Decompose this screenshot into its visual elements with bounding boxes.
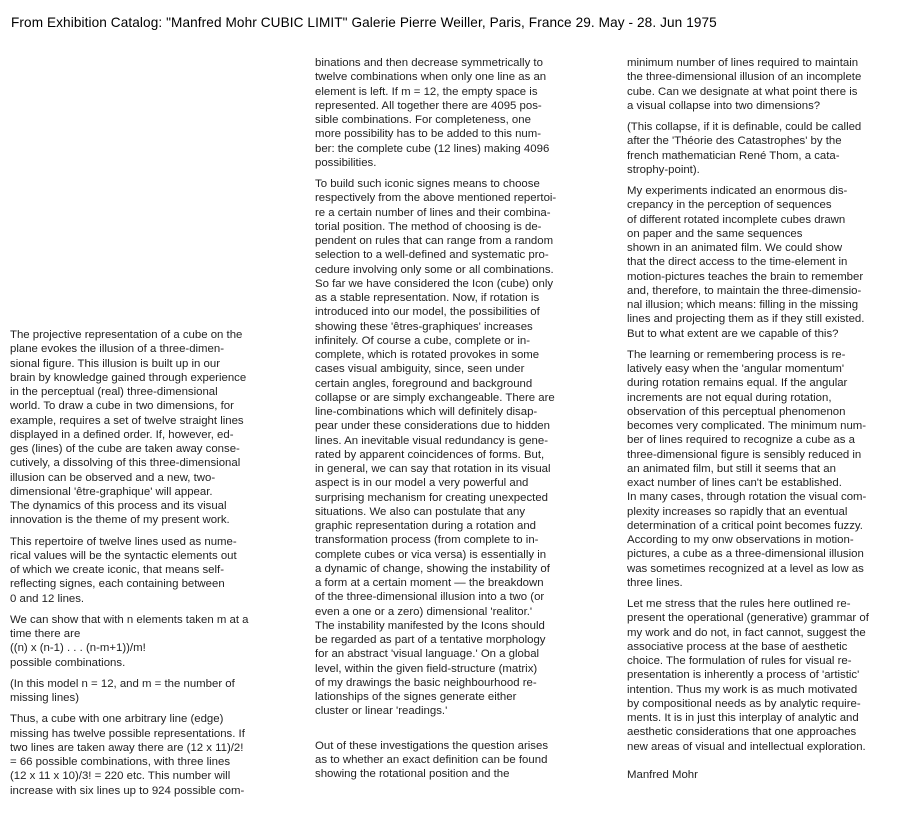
paragraph-missing-lines: Thus, a cube with one arbitrary line (edge) missing has twelve possible representations. If two lines are taken away there are (12 x 11)/2! = 66 possible combinations, with three lines (12 x 11 x 10)/3! = 220 etc. This number will increase with six lines up to 924 possible com-	[10, 713, 245, 797]
paragraph-combinations-formula: We can show that with n elements taken m at a time there are ((n) x (n-1) . . . (n-m+1))/m! possible combinations.	[10, 613, 249, 669]
paragraph-question: Out of these investigations the question arises as to whether an exact definition can be found showing the rotational position and the	[315, 739, 549, 780]
paragraph-cube-illusion: The projective representation of a cube on the plane evokes the illusion of a three-dimen- sional figure. This illusion is built up in our brain by knowledge gained through experience in the perceptual (real) three-dimensional world. To draw a cube in two dimensions, for example, requires a set of twelve straight lines displayed in a defined order. If, however, ed- ges (lines) of the cube are taken away conse- cutively, a dissolving of this three-dimensional illusion can be observed and a new, two- dimensional 'être-graphique' will appear. The dynamics of this process and its visual innovation is the theme of my present work.	[10, 329, 247, 527]
text-column-left	[10, 328, 292, 798]
text-column-middle	[315, 56, 601, 781]
paragraph-minimum-lines: minimum number of lines required to maintain the three-dimensional illusion of an incomplete cube. Can we designate at what point there is a visual collapse into two dimensions?	[627, 57, 862, 112]
paragraph-model-note: (In this model n = 12, and m = the number of missing lines)	[10, 677, 235, 704]
paragraph-experiments: My experiments indicated an enormous dis- crepancy in the perception of sequences of different rotated incomplete cubes drawn on paper and the same sequences shown in an animated film. We could show that the direct access to the time-element in motion-pictures teaches the brain to remember and, therefore, to maintain the three-dimensio- nal illusion; which means: filling in the missing lines and projecting them as if they still existed. But to what extent are we capable of this?	[627, 185, 865, 340]
paragraph-possibilities: binations and then decrease symmetrically to twelve combinations when only one line as an element is left. If m = 12, the empty space is represented. All together there are 4095 pos- sible combinations. For completeness, one more possibility has to be added to this num- ber: the complete cube (12 lines) making 4096 possibilities.	[315, 57, 550, 169]
paragraph-repertoire: This repertoire of twelve lines used as nume- rical values will be the syntactic elements out of which we create iconic, that means self- reflecting signes, each containing between 0 and 12 lines.	[10, 535, 237, 605]
paragraph-rules: Let me stress that the rules here outlined re- present the operational (generative) grammar of my work and do not, in fact cannot, suggest the associative process at the base of aesthetic choice. The formulation of rules for visual re- presentation is inherently a process of 'artistic' intention. Thus my work is as much motivated by compositional needs as by analytic require- ments. It is in just this interplay of analytic and aesthetic considerations that one approaches new areas of visual and intellectual exploration.	[627, 598, 869, 753]
paragraph-iconic-signes: To build such iconic signes means to choose respectively from the above mentioned repertoi- re a certain number of lines and their combina- torial position. The method of choosing is de- pendent on rules that can range from a random selection to a well-defined and systematic pro- cedure involving only some or all combinations. So far we have considered the Icon (cube) only as a stable representation. Now, if rotation is introduced into our model, the possibilities of showing these 'êtres-graphiques' increases infinitely. Of course a cube, complete or in- complete, which is rotated provokes in some cases visual ambiguity, since, seen under certain angles, foreground and background collapse or are simply exchangeable. There are line-combinations which will definitely disap- pear under these considerations due to hidden lines. An inevitable visual redundancy is gene- rated by apparent coincidences of forms. But, in general, we can say that rotation in its visual aspect is in our model a very powerful and surprising mechanism for creating unexpected situations. We also can postulate that any graphic representation during a rotation and transformation process (from complete to in- complete cubes or vica versa) is essentially in a dynamic of change, showing the instability of a form at a certain moment — the breakdown of the three-dimensional illusion into a two (or even a one or a zero) dimensional 'realitor.' The instability manifested by the Icons should be regarded as part of a tentative morphology for an abstract 'visual language.' On a global level, within the given field-structure (matrix) of my drawings the basic neighbourhood re- lationships of the signes generate either cluster or linear 'readings.'	[315, 178, 557, 718]
author-signature: Manfred Mohr	[627, 768, 698, 781]
catalog-header: From Exhibition Catalog: "Manfred Mohr CUBIC LIMIT" Galerie Pierre Weiller, Paris, France 29. May - 28. Jun 1975	[11, 15, 717, 30]
paragraph-learning: The learning or remembering process is re- latively easy when the 'angular momentum' during rotation remains equal. If the angular increments are not equal during rotation, observation of this perceptual phenomenon becomes very complicated. The minimum num- ber of lines required to recognize a cube as a three-dimensional figure is sensibly reduced in an animated film, but still it seems that an exact number of lines can't be established. In many cases, through rotation the visual com- plexity increases so rapidly that an eventual determination of a critical point becomes fuzzy. According to my onw observations in motion- pictures, a cube as a three-dimensional illusion was sometimes recognized at a level as low as three lines.	[627, 348, 867, 589]
paragraph-catastrophe: (This collapse, if it is definable, could be called after the 'Théorie des Catastrophes' by the french mathematician René Thom, a cata- strophy-point).	[627, 121, 862, 176]
text-column-right	[627, 56, 910, 789]
